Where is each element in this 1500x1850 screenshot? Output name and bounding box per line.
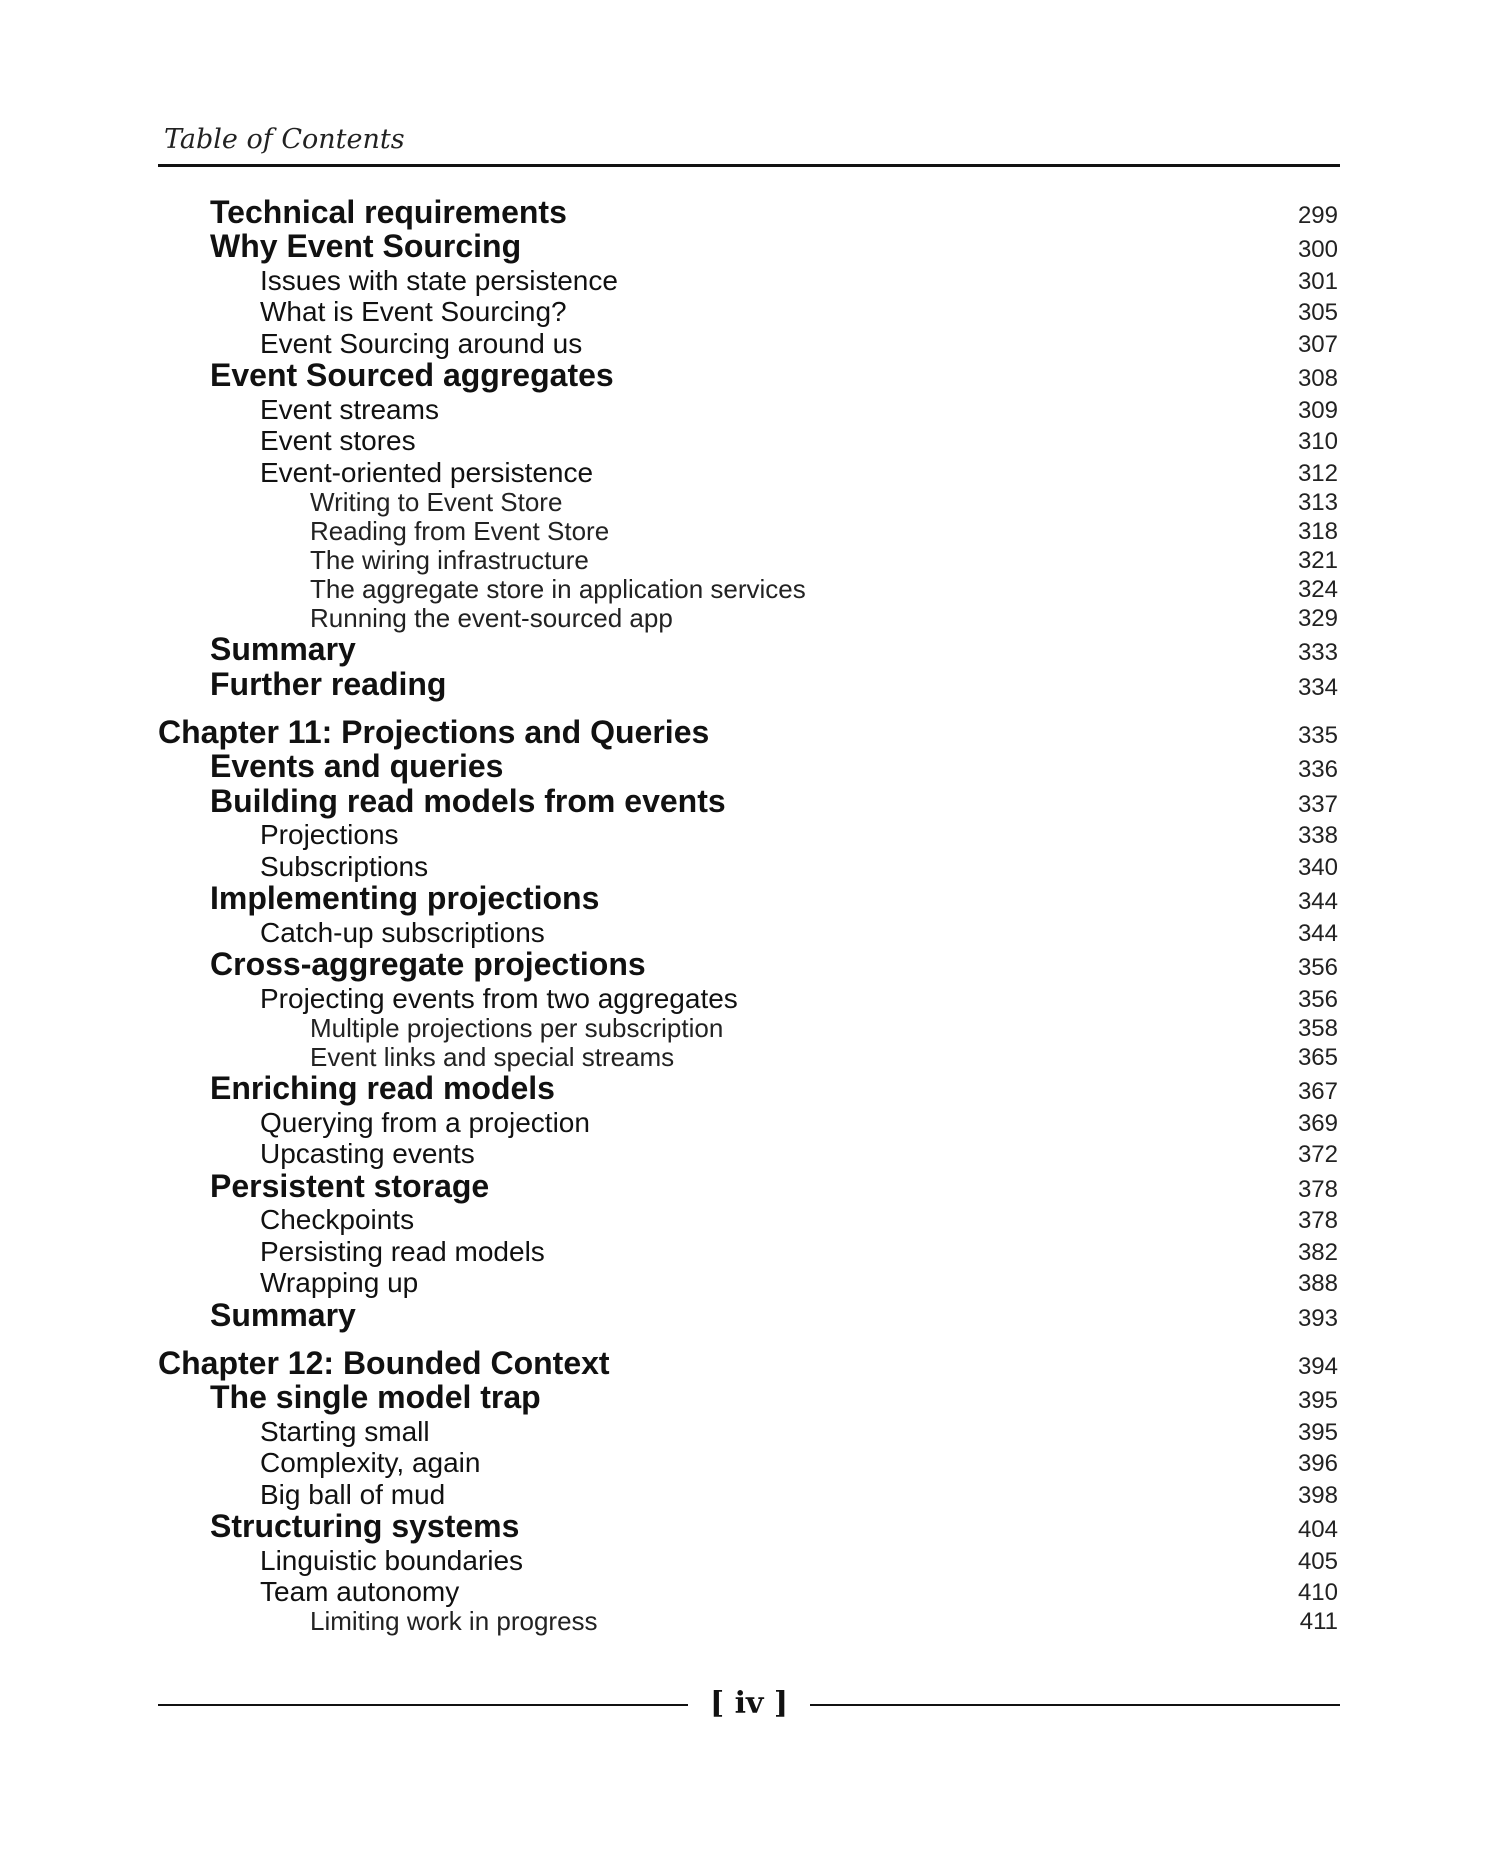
toc-entry-page-number: 340	[1297, 853, 1338, 881]
header-rule	[158, 164, 1340, 167]
toc-subsection-entry[interactable]	[158, 1479, 1338, 1511]
toc-subsection-entry[interactable]	[158, 265, 1338, 297]
toc-entry-title: Chapter 11: Projections and Queries	[158, 713, 710, 750]
toc-entry-page-number: 305	[1297, 299, 1338, 326]
toc-entry-title: Starting small	[260, 1415, 430, 1447]
running-header: Table of Contents	[164, 124, 405, 155]
toc-entry-title: Summary	[210, 631, 356, 667]
toc-entry-page-number: 313	[1297, 488, 1338, 516]
toc-entry-page-number: 335	[1297, 721, 1338, 749]
toc-subsection-entry[interactable]	[158, 983, 1338, 1015]
toc-entry-title: Structuring systems	[210, 1508, 520, 1544]
toc-entry-page-number: 356	[1297, 985, 1338, 1013]
toc-section-entry[interactable]	[158, 357, 1338, 395]
toc-chapter-entry[interactable]	[158, 715, 1338, 751]
toc-section-entry[interactable]	[158, 631, 1338, 669]
toc-subsection-entry[interactable]	[158, 1545, 1338, 1577]
toc-entry-title: Event streams	[260, 393, 439, 425]
toc-subsubsection-entry[interactable]	[158, 1608, 1338, 1637]
toc-section-entry[interactable]	[158, 946, 1338, 984]
toc-subsubsection-entry[interactable]	[158, 486, 1338, 518]
toc-section-entry[interactable]	[158, 1379, 1338, 1417]
toc-entry-page-number: 308	[1297, 365, 1338, 392]
toc-entry-title: Reading from Event Store	[310, 515, 610, 546]
toc-section-entry[interactable]	[158, 665, 1338, 703]
toc-section-entry[interactable]	[158, 748, 1338, 786]
toc-entry-page-number: 394	[1297, 1352, 1338, 1380]
toc-entry-title: Checkpoints	[260, 1204, 415, 1235]
toc-subsection-entry[interactable]	[158, 457, 1338, 489]
toc-entry-title: Issues with state persistence	[260, 264, 618, 296]
toc-entry-title: Writing to Event Store	[310, 486, 563, 517]
toc-subsection-entry[interactable]	[158, 1268, 1338, 1300]
toc-entry-page-number: 333	[1297, 639, 1338, 666]
toc-entry-page-number: 324	[1297, 575, 1338, 603]
toc-entry-title: Persisting read models	[260, 1235, 545, 1267]
toc-subsubsection-entry[interactable]	[158, 602, 1338, 634]
toc-entry-page-number: 382	[1297, 1238, 1338, 1266]
toc-entry-page-number: 338	[1297, 822, 1338, 849]
toc-entry-page-number: 396	[1297, 1450, 1338, 1477]
toc-entry-page-number: 365	[1297, 1043, 1338, 1071]
toc-subsection-entry[interactable]	[158, 851, 1338, 883]
toc-subsection-entry[interactable]	[158, 394, 1338, 426]
toc-section-entry[interactable]	[158, 228, 1338, 266]
toc-entry-title: Persistent storage	[210, 1167, 490, 1204]
table-of-contents	[158, 193, 1338, 1637]
toc-entry-title: The aggregate store in application services	[310, 573, 806, 604]
toc-entry-title: Multiple projections per subscription	[310, 1012, 724, 1043]
toc-entry-title: Event stores	[260, 425, 416, 456]
toc-entry-page-number: 404	[1297, 1516, 1338, 1543]
toc-entry-title: Querying from a projection	[260, 1106, 590, 1138]
toc-entry-page-number: 344	[1297, 888, 1338, 915]
toc-entry-page-number: 378	[1297, 1175, 1338, 1203]
toc-entry-page-number: 372	[1297, 1141, 1338, 1168]
toc-entry-title: Technical requirements	[210, 193, 567, 230]
toc-subsubsection-entry[interactable]	[158, 573, 1338, 605]
toc-entry-page-number: 378	[1297, 1207, 1338, 1234]
toc-entry-page-number: 301	[1297, 267, 1338, 295]
toc-entry-page-number: 310	[1297, 428, 1338, 455]
toc-chapter-entry[interactable]	[158, 1346, 1338, 1382]
toc-entry-page-number: 410	[1297, 1579, 1338, 1606]
toc-subsection-entry[interactable]	[158, 1139, 1338, 1171]
toc-entry-title: Projecting events from two aggregates	[260, 982, 738, 1014]
toc-entry-page-number: 312	[1297, 459, 1338, 487]
toc-subsection-entry[interactable]	[158, 1577, 1338, 1609]
toc-entry-title: Complexity, again	[260, 1447, 481, 1478]
toc-subsection-entry[interactable]	[158, 328, 1338, 360]
toc-entry-title: Further reading	[210, 665, 447, 702]
footer-rule-right	[810, 1704, 1340, 1706]
toc-entry-title: Cross-aggregate projections	[210, 946, 646, 982]
toc-subsubsection-entry[interactable]	[158, 515, 1338, 547]
toc-entry-title: Building read models from events	[210, 782, 726, 819]
toc-entry-title: Event Sourcing around us	[260, 327, 583, 359]
toc-entry-page-number: 393	[1297, 1304, 1338, 1332]
toc-entry-page-number: 334	[1297, 673, 1338, 701]
toc-subsubsection-entry[interactable]	[158, 544, 1338, 576]
toc-entry-page-number: 367	[1297, 1078, 1338, 1105]
toc-entry-title: Event links and special streams	[310, 1041, 675, 1072]
toc-section-entry[interactable]	[158, 1296, 1338, 1334]
toc-entry-page-number: 388	[1297, 1270, 1338, 1297]
toc-entry-page-number: 321	[1297, 546, 1338, 574]
toc-section-entry[interactable]	[158, 1167, 1338, 1205]
toc-section-entry[interactable]	[158, 880, 1338, 918]
toc-entry-page-number: 369	[1297, 1109, 1338, 1137]
toc-entry-title: Why Event Sourcing	[210, 228, 522, 264]
toc-subsection-entry[interactable]	[158, 1448, 1338, 1480]
toc-section-entry[interactable]	[158, 782, 1338, 820]
toc-entry-title: Running the event-sourced app	[310, 602, 673, 633]
toc-entry-title: Team autonomy	[260, 1576, 460, 1607]
page-footer	[158, 1686, 1340, 1726]
toc-subsection-entry[interactable]	[158, 820, 1338, 852]
toc-entry-title: Chapter 12: Bounded Context	[158, 1344, 610, 1381]
toc-entry-page-number: 329	[1297, 604, 1338, 632]
toc-section-entry[interactable]	[158, 193, 1338, 231]
toc-entry-page-number: 398	[1297, 1481, 1338, 1509]
toc-subsubsection-entry[interactable]	[158, 1041, 1338, 1073]
toc-entry-title: Wrapping up	[260, 1267, 419, 1298]
toc-entry-title: Limiting work in progress	[310, 1606, 598, 1636]
toc-entry-page-number: 336	[1297, 756, 1338, 783]
toc-entry-page-number: 395	[1297, 1387, 1338, 1414]
toc-entry-page-number: 356	[1297, 954, 1338, 981]
toc-entry-page-number: 307	[1297, 330, 1338, 358]
toc-entry-title: Implementing projections	[210, 880, 600, 916]
toc-entry-page-number: 309	[1297, 396, 1338, 424]
toc-subsection-entry[interactable]	[158, 426, 1338, 458]
toc-entry-page-number: 358	[1297, 1014, 1338, 1042]
toc-subsection-entry[interactable]	[158, 297, 1338, 329]
toc-entry-title: What is Event Sourcing?	[260, 296, 567, 327]
toc-subsubsection-entry[interactable]	[158, 1012, 1338, 1044]
toc-entry-page-number: 299	[1297, 201, 1338, 229]
toc-entry-title: Upcasting events	[260, 1138, 475, 1169]
toc-subsection-entry[interactable]	[158, 1236, 1338, 1268]
toc-section-entry[interactable]	[158, 1508, 1338, 1546]
toc-entry-page-number: 405	[1297, 1547, 1338, 1575]
toc-entry-page-number: 411	[1299, 1608, 1338, 1635]
toc-entry-title: Linguistic boundaries	[260, 1544, 524, 1576]
toc-entry-title: Summary	[210, 1296, 356, 1333]
toc-entry-title: Event Sourced aggregates	[210, 357, 614, 393]
toc-entry-title: Event-oriented persistence	[260, 456, 594, 488]
toc-entry-title: Projections	[260, 819, 399, 850]
toc-entry-page-number: 300	[1297, 236, 1338, 263]
toc-entry-title: Catch-up subscriptions	[260, 916, 545, 948]
page-number: [ iv ]	[709, 1686, 789, 1721]
toc-subsection-entry[interactable]	[158, 917, 1338, 949]
toc-subsection-entry[interactable]	[158, 1416, 1338, 1448]
toc-entry-title: The single model trap	[210, 1379, 541, 1415]
toc-entry-page-number: 395	[1297, 1418, 1338, 1446]
toc-subsection-entry[interactable]	[158, 1107, 1338, 1139]
toc-entry-title: Enriching read models	[210, 1070, 555, 1106]
toc-entry-title: Events and queries	[210, 748, 504, 784]
toc-subsection-entry[interactable]	[158, 1205, 1338, 1237]
toc-section-entry[interactable]	[158, 1070, 1338, 1108]
toc-entry-title: Big ball of mud	[260, 1478, 446, 1510]
toc-entry-page-number: 337	[1297, 790, 1338, 818]
toc-entry-title: The wiring infrastructure	[310, 544, 589, 575]
toc-entry-page-number: 318	[1297, 517, 1338, 545]
toc-entry-title: Subscriptions	[260, 850, 429, 882]
toc-entry-page-number: 344	[1297, 919, 1338, 947]
